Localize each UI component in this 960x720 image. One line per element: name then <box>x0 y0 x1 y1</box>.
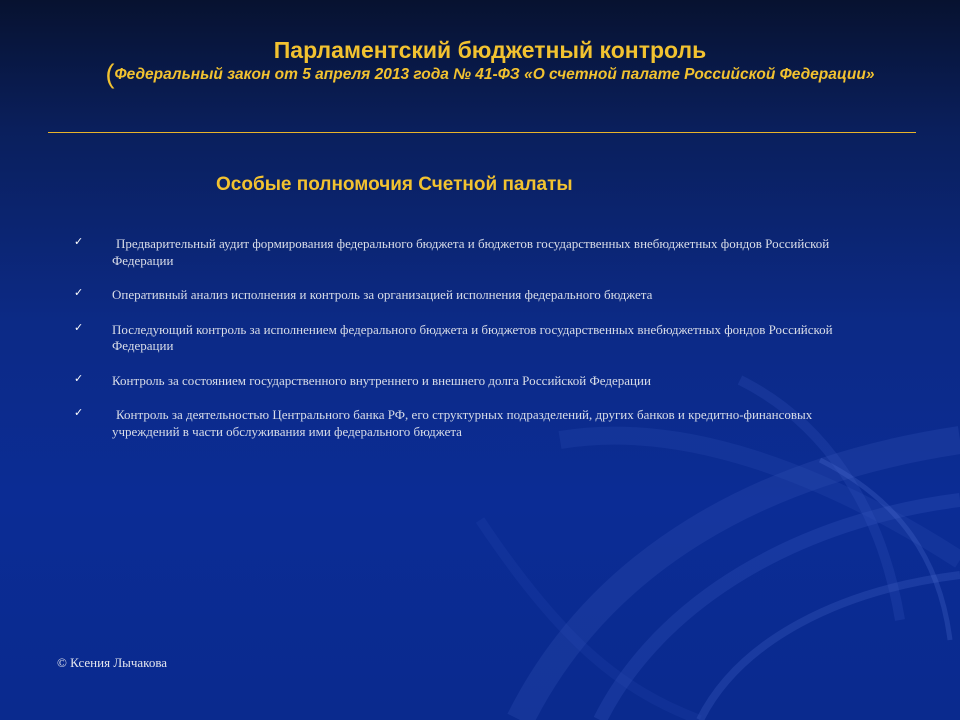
powers-list <box>74 236 874 458</box>
list-item-text: Предварительный аудит формирования федерального бюджета и бюджетов государственных внебюджетных фондов Российской Федерации <box>112 236 830 268</box>
section-heading: Особые полномочия Счетной палаты <box>216 174 573 195</box>
list-item <box>74 236 874 269</box>
list-item-text: Оперативный анализ исполнения и контроль за организацией исполнения федерального бюджета <box>112 287 653 302</box>
list-item-text: Контроль за деятельностью Центрального банка РФ, его структурных подразделений, других банков и кредитно-финансовых учреждений в части обслуживания ими федерального бюджета <box>112 407 813 439</box>
check-mark-icon: ✓ <box>74 320 84 334</box>
check-mark-icon: ✓ <box>74 406 84 419</box>
list-item-text: Последующий контроль за исполнением федерального бюджета и бюджетов государственных внебюджетных фондов Российской Федерации <box>112 321 833 353</box>
copyright-footer: © Ксения Лычакова <box>57 655 168 670</box>
subtitle-open-paren: ( <box>105 59 115 89</box>
check-mark-icon: ✓ <box>74 286 84 299</box>
list-item <box>74 373 874 390</box>
list-item <box>74 407 874 440</box>
check-mark-icon: ✓ <box>74 371 84 385</box>
check-mark-icon: ✓ <box>74 235 84 248</box>
page-subtitle <box>60 59 920 89</box>
header-divider <box>48 132 916 133</box>
list-item <box>74 287 874 304</box>
subtitle-text: Федеральный закон от 5 апреля 2013 года № 41-ФЗ «О счетной палате Российской Федерации» <box>114 66 875 83</box>
page-title: Парламентский бюджетный контроль <box>273 37 707 63</box>
list-item <box>74 322 874 355</box>
header <box>60 36 920 89</box>
list-item-text: Контроль за состоянием государственного внутреннего и внешнего долга Российской Федерации <box>112 372 651 388</box>
